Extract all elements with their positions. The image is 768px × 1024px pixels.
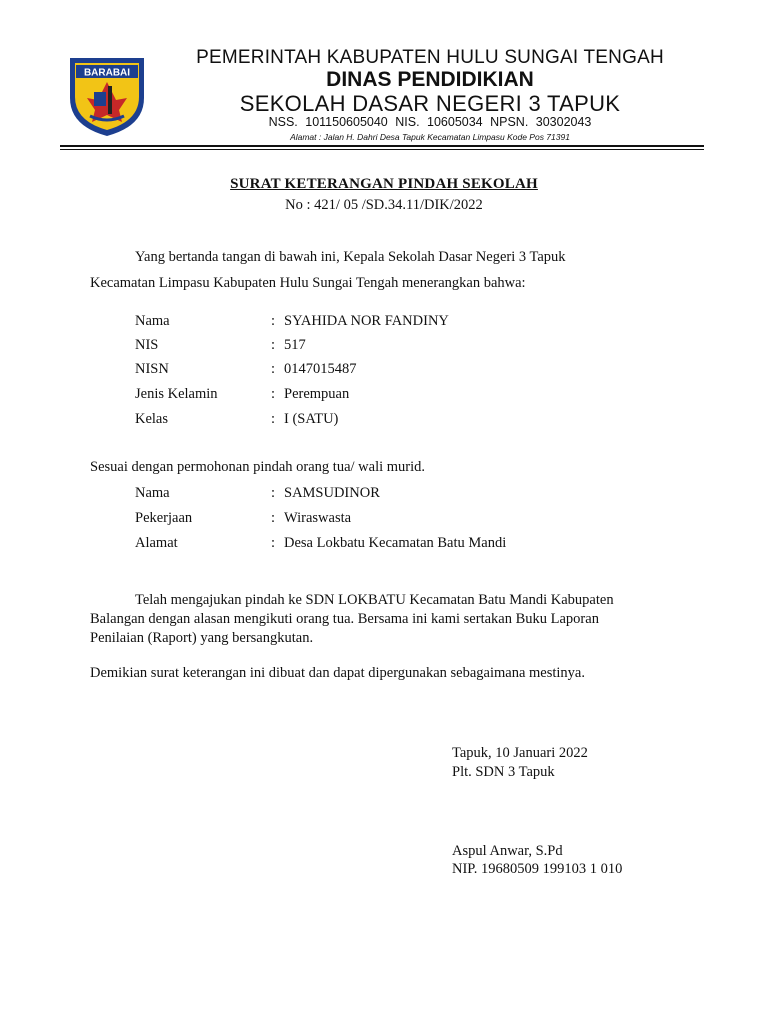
signatory-nip: NIP. 19680509 199103 1 010 xyxy=(452,861,623,877)
student-nis-label: NIS xyxy=(135,337,159,353)
signatory-name: Aspul Anwar, S.Pd xyxy=(452,843,563,859)
colon: : xyxy=(271,361,276,377)
student-name-label: Nama xyxy=(135,313,170,329)
student-gender-label: Jenis Kelamin xyxy=(135,386,218,402)
student-gender-value: Perempuan xyxy=(284,386,350,402)
colon: : xyxy=(271,510,276,526)
parent-job-label: Pekerjaan xyxy=(135,510,193,526)
request-line: Sesuai dengan permohonan pindah orang tua/ wali murid. xyxy=(90,459,426,475)
closing-line: Demikian surat keterangan ini dibuat dan dapat dipergunakan sebagaimana mestinya. xyxy=(90,665,585,681)
parent-job-value: Wiraswasta xyxy=(284,510,352,526)
student-nisn-value: 0147015487 xyxy=(284,361,357,377)
student-nis-value: 517 xyxy=(284,337,306,353)
school-logo xyxy=(64,52,150,138)
school-ids: NSS. 101150605040 NIS. 10605034 NPSN. 30302043 xyxy=(268,115,592,129)
student-nisn-label: NISN xyxy=(135,361,169,377)
intro-line-2: Kecamatan Limpasu Kabupaten Hulu Sungai Tengah menerangkan bahwa: xyxy=(90,275,526,291)
student-class-value: I (SATU) xyxy=(284,411,339,427)
transfer-line-2: Balangan dengan alasan mengikuti orang tua. Bersama ini kami sertakan Buku Laporan xyxy=(90,611,599,627)
signature-position: Plt. SDN 3 Tapuk xyxy=(452,764,555,780)
letterhead-rule-thin xyxy=(60,149,704,150)
colon: : xyxy=(271,386,276,402)
government-name: PEMERINTAH KABUPATEN HULU SUNGAI TENGAH xyxy=(196,47,664,68)
school-address: Alamat : Jalan H. Dahri Desa Tapuk Kecamatan Limpasu Kode Pos 71391 xyxy=(290,132,570,142)
student-name-value: SYAHIDA NOR FANDINY xyxy=(284,313,449,329)
transfer-line-1: Telah mengajukan pindah ke SDN LOKBATU Kecamatan Batu Mandi Kabupaten xyxy=(135,592,614,608)
student-class-label: Kelas xyxy=(135,411,169,427)
colon: : xyxy=(271,411,276,427)
letter-title: SURAT KETERANGAN PINDAH SEKOLAH xyxy=(230,176,538,192)
parent-name-label: Nama xyxy=(135,485,170,501)
letterhead-rule-thick xyxy=(60,145,704,147)
intro-line-1: Yang bertanda tangan di bawah ini, Kepala Sekolah Dasar Negeri 3 Tapuk xyxy=(135,249,566,265)
department-name: DINAS PENDIDIKIAN xyxy=(326,68,534,91)
colon: : xyxy=(271,535,276,551)
colon: : xyxy=(271,313,276,329)
parent-name-value: SAMSUDINOR xyxy=(284,485,380,501)
transfer-line-3: Penilaian (Raport) yang bersangkutan. xyxy=(90,630,314,646)
parent-address-label: Alamat xyxy=(135,535,178,551)
logo-text: BARABAI xyxy=(83,67,131,79)
signature-place-date: Tapuk, 10 Januari 2022 xyxy=(452,745,588,761)
colon: : xyxy=(271,485,276,501)
parent-address-value: Desa Lokbatu Kecamatan Batu Mandi xyxy=(284,535,507,551)
colon: : xyxy=(271,337,276,353)
school-name: SEKOLAH DASAR NEGERI 3 TAPUK xyxy=(239,91,621,116)
letter-number: No : 421/ 05 /SD.34.11/DIK/2022 xyxy=(285,197,483,213)
